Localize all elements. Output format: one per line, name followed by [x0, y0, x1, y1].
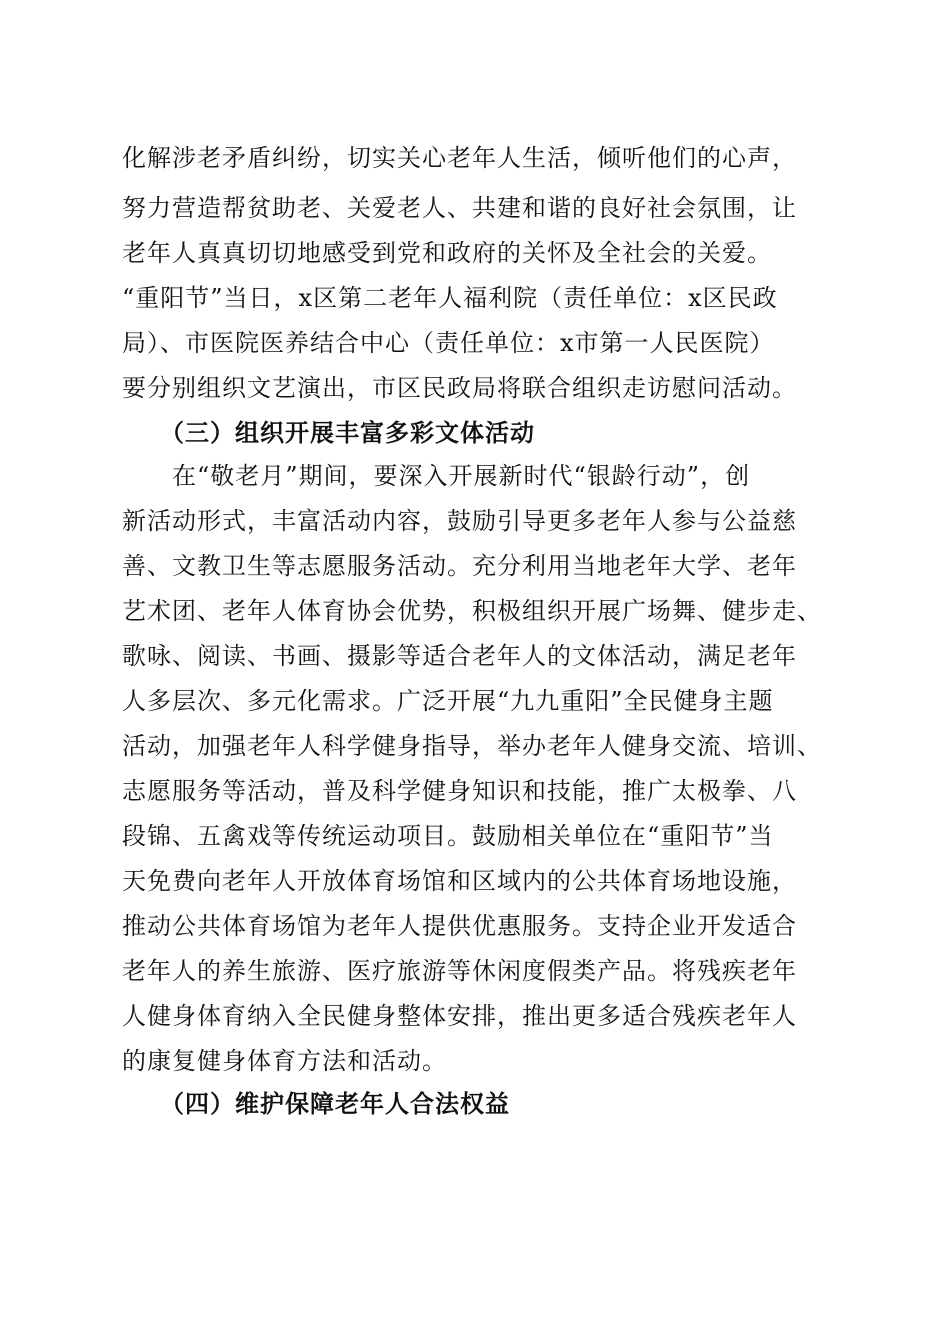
section-heading-4: （四）维护保障老年人合法权益	[122, 1089, 510, 1118]
paragraph-line: 的康复健身体育方法和活动。	[122, 1047, 447, 1075]
paragraph-line: 活动，加强老年人科学健身指导，举办老年人健身交流、培训、	[122, 732, 822, 760]
paragraph-line: 天免费向老年人开放体育场馆和区域内的公共体育场地设施，	[122, 867, 797, 895]
paragraph-line: 善、文教卫生等志愿服务活动。充分利用当地老年大学、老年	[122, 552, 797, 580]
paragraph-line: 艺术团、老年人体育协会优势，积极组织开展广场舞、健步走、	[122, 597, 822, 625]
paragraph-line: 要分别组织文艺演出，市区民政局将联合组织走访慰问活动。	[122, 374, 797, 402]
paragraph-line: 在“敬老月”期间，要深入开展新时代“银龄行动”，创	[122, 462, 751, 490]
paragraph-line: 新活动形式，丰富活动内容，鼓励引导更多老年人参与公益慈	[122, 507, 797, 535]
paragraph-line: 推动公共体育场馆为老年人提供优惠服务。支持企业开发适合	[122, 912, 797, 940]
paragraph-line: 段锦、五禽戏等传统运动项目。鼓励相关单位在“重阳节”当	[122, 822, 774, 850]
paragraph-line: 志愿服务等活动，普及科学健身知识和技能，推广太极拳、八	[122, 777, 797, 805]
paragraph-line: “重阳节”当日，x区第二老年人福利院（责任单位：x区民政	[122, 284, 778, 312]
paragraph-line: 老年人真真切切地感受到党和政府的关怀及全社会的关爱。	[122, 239, 772, 267]
paragraph-line: 化解涉老矛盾纠纷，切实关心老年人生活，倾听他们的心声，	[122, 144, 797, 172]
paragraph-line: 努力营造帮贫助老、关爱老人、共建和谐的良好社会氛围，让	[122, 194, 797, 222]
paragraph-line: 人健身体育纳入全民健身整体安排，推出更多适合残疾老年人	[122, 1002, 797, 1030]
paragraph-line: 局）、市医院医养结合中心（责任单位：x市第一人民医院）	[122, 329, 775, 357]
paragraph-line: 人多层次、多元化需求。广泛开展“九九重阳”全民健身主题	[122, 687, 774, 715]
paragraph-line: 老年人的养生旅游、医疗旅游等休闲度假类产品。将残疾老年	[122, 957, 797, 985]
section-heading-3: （三）组织开展丰富多彩文体活动	[122, 418, 535, 447]
paragraph-line: 歌咏、阅读、书画、摄影等适合老年人的文体活动，满足老年	[122, 642, 797, 670]
